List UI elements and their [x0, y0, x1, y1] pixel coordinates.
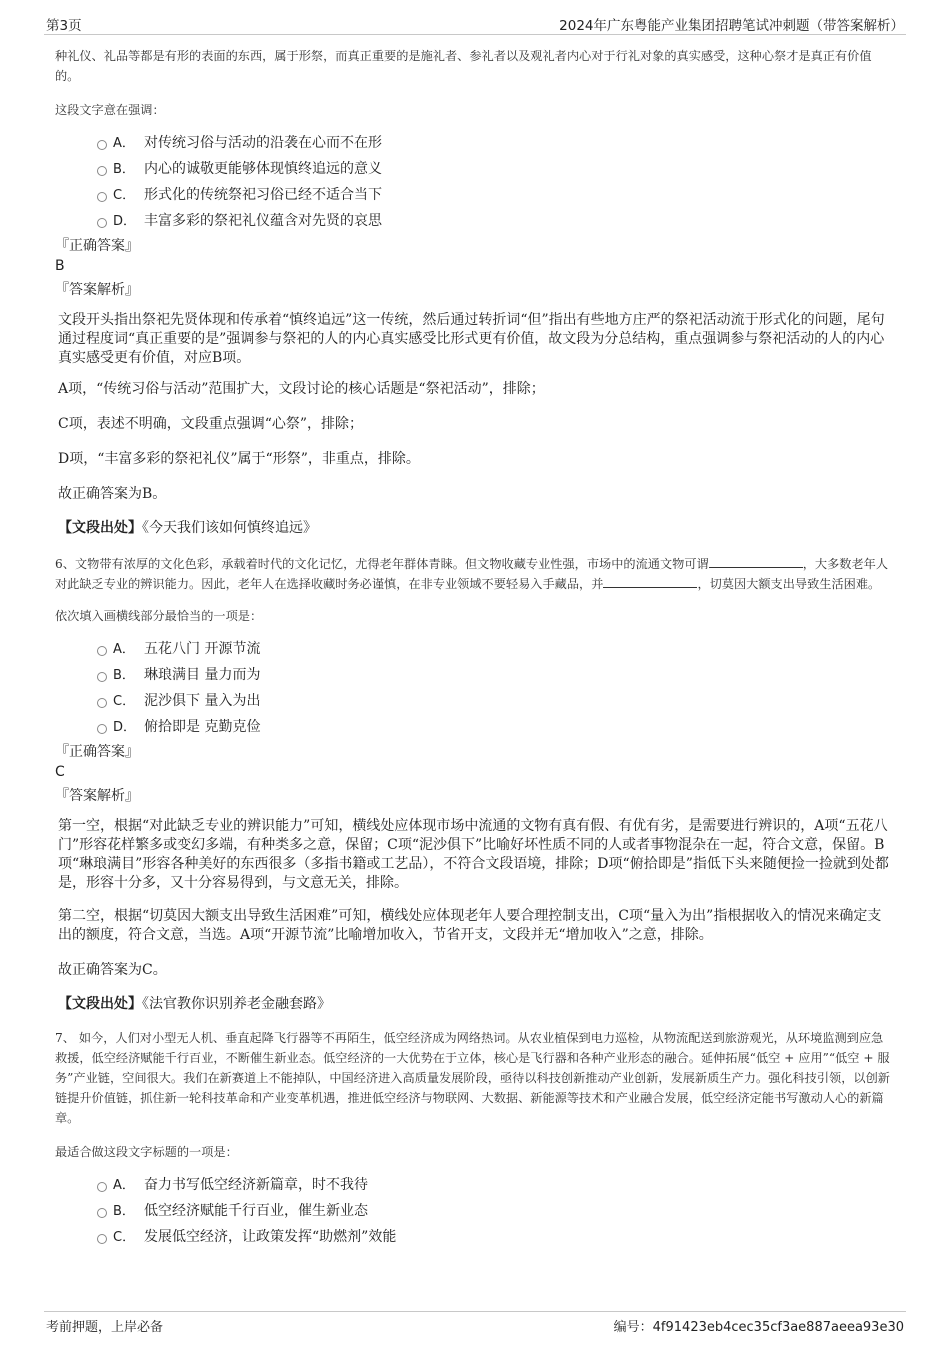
document-code: 编号：4f91423eb4cec35cf3ae887aeea93e30: [613, 1320, 904, 1335]
q6-option-a[interactable]: A． 五花八门 开源节流: [55, 636, 890, 662]
radio-button[interactable]: [97, 192, 107, 202]
q7-option-b[interactable]: B． 低空经济赋能千行百业，催生新业态: [55, 1198, 890, 1224]
q6-option-b[interactable]: B． 琳琅满目 量力而为: [55, 662, 890, 688]
q5-analysis-para: C项，表述不明确，文段重点强调“心祭”，排除；: [58, 416, 364, 432]
radio-button[interactable]: [97, 646, 107, 656]
q5-analysis-conclusion: 故正确答案为B。: [58, 486, 167, 502]
q7-options: [55, 1172, 890, 1250]
q5-option-b[interactable]: B． 内心的诚敬更能够体现慎终追远的意义: [55, 156, 890, 182]
q5-analysis-para: D项，“丰富多彩的祭祀礼仪”属于“形祭”，非重点，排除。: [58, 451, 420, 467]
page-number: 第3页: [46, 18, 82, 34]
page-footer: [44, 1311, 906, 1334]
q6-stem: 6、文物带有浓厚的文化色彩，承载着时代的文化记忆，尤得老年群体青睐。但文物收藏专业性强，市场中的流通文物可谓 ，大多数老年人对此缺乏专业的辨识能力。因此，老年人在选择收藏时务必谨慎，在非专业领域不要轻易入手藏品，并 ，切莫因大额支出导致生活困难。: [55, 557, 889, 591]
radio-button[interactable]: [97, 672, 107, 682]
radio-button[interactable]: [97, 1234, 107, 1244]
q6-analysis-label: 『答案解析』: [55, 788, 139, 804]
q5-analysis-label: 『答案解析』: [55, 282, 139, 298]
radio-button[interactable]: [97, 166, 107, 176]
page-header: [44, 12, 906, 35]
fill-blank: [709, 555, 803, 568]
q6-source: 【文段出处】《法官教你识别养老金融套路》: [58, 996, 331, 1012]
fill-blank: [603, 575, 697, 588]
radio-button[interactable]: [97, 140, 107, 150]
q6-option-c[interactable]: C． 泥沙俱下 量入为出: [55, 688, 890, 714]
q5-option-a[interactable]: A． 对传统习俗与活动的沿袭在心而不在形: [55, 130, 890, 156]
q6-analysis-para: 第一空，根据“对此缺乏专业的辨识能力”可知，横线处应体现市场中流通的文物有真有假、有优有劣，是需要进行辨识的，A项“五花八门”形容花样繁多或变幻多端，有种类多之意，保留；C项“泥沙俱下”比喻好坏性质不同的人或者事物混杂在一起，符合文意，保留。B项“琳琅满目”形容各种美好的东西很多（多指书籍或工艺品），不符合文段语境，排除；D项“俯拾即是”指低下头来随便捡一捡就到处都是，形容十分多，又十分容易得到，与文意无关，排除。: [58, 818, 889, 891]
q7-option-a[interactable]: A． 奋力书写低空经济新篇章，时不我待: [55, 1172, 890, 1198]
q5-passage-tail: 种礼仪、礼品等都是有形的表面的东西，属于形祭，而真正重要的是施礼者、参礼者以及观礼者内心对于行礼对象的真实感受，这种心祭才是真正有价值的。: [55, 49, 872, 83]
q6-prompt: 依次填入画横线部分最恰当的一项是：: [55, 609, 263, 623]
footer-slogan: 考前押题，上岸必备: [46, 1320, 164, 1335]
q5-options: [55, 130, 890, 234]
q6-options: [55, 636, 890, 740]
q6-answer-label: 『正确答案』: [55, 744, 139, 760]
q6-answer: C: [55, 764, 65, 780]
q5-answer-label: 『正确答案』: [55, 238, 139, 254]
radio-button[interactable]: [97, 218, 107, 228]
q6-analysis-conclusion: 故正确答案为C。: [58, 962, 167, 978]
q5-analysis-para: 文段开头指出祭祀先贤体现和传承着“慎终追远”这一传统，然后通过转折词“但”指出有些地方庄严的祭祀活动流于形式化的问题，尾句通过程度词“真正重要的是”强调参与祭祀的人的内心真实感受比形式更有价值，故文段为分总结构，重点强调参与祭祀活动的人的内心真实感受更有价值，对应B项。: [58, 312, 885, 366]
q6-option-d[interactable]: D． 俯拾即是 克勤克俭: [55, 714, 890, 740]
radio-button[interactable]: [97, 1182, 107, 1192]
page-content: [55, 46, 890, 1250]
q5-source: 【文段出处】《今天我们该如何慎终追远》: [58, 520, 317, 536]
q5-analysis-para: A项，“传统习俗与活动”范围扩大，文段讨论的核心话题是“祭祀活动”，排除；: [58, 381, 545, 397]
q5-answer: B: [55, 258, 65, 274]
q7-option-c[interactable]: C． 发展低空经济，让政策发挥“助燃剂”效能: [55, 1224, 890, 1250]
q5-option-c[interactable]: C． 形式化的传统祭祀习俗已经不适合当下: [55, 182, 890, 208]
radio-button[interactable]: [97, 698, 107, 708]
q6-analysis-para: 第二空，根据“切莫因大额支出导致生活困难”可知，横线处应体现老年人要合理控制支出，C项“量入为出”指根据收入的情况来确定支出的额度，符合文意，当选。A项“开源节流”比喻增加收入，节省开支，文段并无“增加收入”之意，排除。: [58, 908, 882, 943]
q5-prompt: 这段文字意在强调：: [55, 103, 165, 117]
q5-option-d[interactable]: D． 丰富多彩的祭祀礼仪蕴含对先贤的哀思: [55, 208, 890, 234]
radio-button[interactable]: [97, 724, 107, 734]
radio-button[interactable]: [97, 1208, 107, 1218]
q7-prompt: 最适合做这段文字标题的一项是：: [55, 1145, 238, 1159]
document-title: 2024年广东粤能产业集团招聘笔试冲刺题（带答案解析）: [559, 18, 904, 34]
q7-stem: 7、 如今，人们对小型无人机、垂直起降飞行器等不再陌生，低空经济成为网络热词。从农业植保到电力巡检，从物流配送到旅游观光，从环境监测到应急救援，低空经济赋能千行百业，不断催生新业态。低空经济的一大优势在于立体，核心是飞行器和各种产业形态的融合。延伸拓展“低空 + 应用”“低空 + 服务”产业链，空间很大。我们在新赛道上不能掉队，中国经济进入高质量发展阶段，亟待以科技创新推动产业创新，发展新质生产力。强化科技引领，以创新链提升价值链，抓住新一轮科技革命和产业变革机遇，推进低空经济与物联网、大数据、新能源等技术和产业融合发展，低空经济定能书写激动人心的新篇章。: [55, 1031, 890, 1125]
